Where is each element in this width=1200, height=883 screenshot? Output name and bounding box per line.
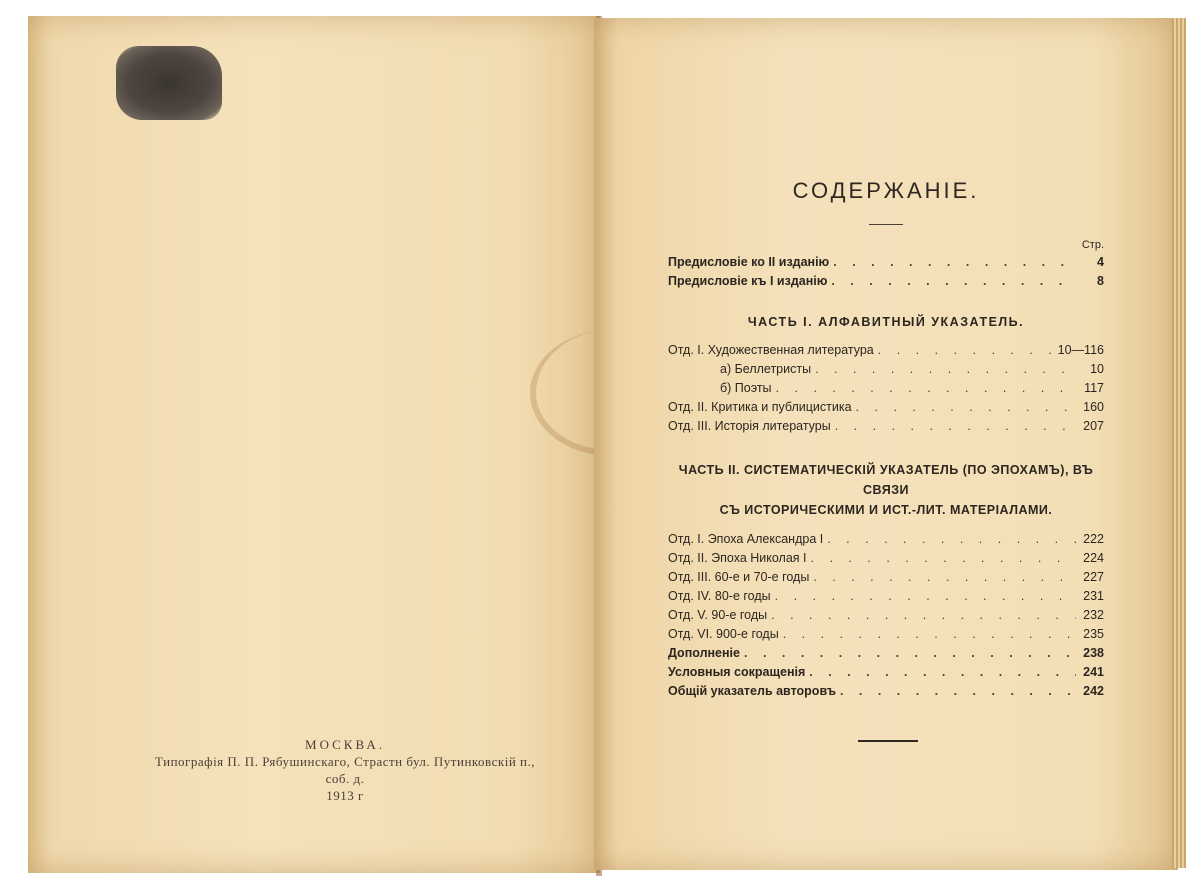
toc-entry — [668, 570, 1104, 589]
toc-entry-label: Условныя сокращенія — [668, 665, 806, 679]
toc-entry — [668, 532, 1104, 551]
toc-entry-page: 231 — [1083, 589, 1104, 603]
toc-entry-label: Дополненіе — [668, 646, 740, 660]
toc-entry-label: Отд. III. Исторія литературы — [668, 419, 831, 433]
toc-entry — [668, 274, 1104, 293]
title-rule — [869, 224, 903, 225]
toc-entry-page: 235 — [1083, 627, 1104, 641]
toc-entry — [668, 419, 1104, 438]
toc-entry — [668, 627, 1104, 646]
toc-entry-page: 160 — [1083, 400, 1104, 414]
toc-entry-page: 222 — [1083, 532, 1104, 546]
toc-entry-page: 227 — [1083, 570, 1104, 584]
ink-stamp-blot — [116, 46, 222, 120]
toc-entry — [668, 343, 1104, 362]
page-column-header: Стр. — [1081, 239, 1104, 251]
toc-entry — [668, 684, 1104, 703]
imprint-printer: Типографія П. П. Рябушинскаго, Страстн бул. Путинковскій п., соб. д. — [155, 754, 535, 786]
toc-entry-page: 207 — [1083, 419, 1104, 433]
toc-title: СОДЕРЖАНІЕ. — [792, 178, 980, 203]
toc-entry-page: 242 — [1083, 684, 1104, 698]
toc-entry-page: 224 — [1083, 551, 1104, 565]
toc-entry-page: 232 — [1083, 608, 1104, 622]
toc-entry — [668, 646, 1104, 665]
toc-entry-label: Отд. VI. 900-е годы — [668, 627, 779, 641]
part2-heading-line1: ЧАСТЬ II. СИСТЕМАТИЧЕСКІЙ УКАЗАТЕЛЬ (ПО ЭПОХАМЪ), ВЪ СВЯЗИ — [678, 463, 1094, 497]
toc-entry-label: б) Поэты — [720, 381, 772, 395]
toc-entry-page: 117 — [1084, 381, 1104, 395]
toc-entry-label: Отд. III. 60-е и 70-е годы — [668, 570, 810, 584]
toc-entry-label: Предисловіе ко II изданію — [668, 255, 830, 269]
toc-entry-label: Отд. I. Художественная литература — [668, 343, 874, 357]
toc-entry-page: 8 — [1097, 274, 1104, 288]
part1-heading: ЧАСТЬ I. АЛФАВИТНЫЙ УКАЗАТЕЛЬ. — [747, 315, 1025, 329]
part2-heading-line2: СЪ ИСТОРИЧЕСКИМИ И ИСТ.-ЛИТ. МАТЕРІАЛАМИ. — [719, 503, 1053, 517]
toc-entry-page: 10—116 — [1057, 343, 1104, 357]
toc-entry — [668, 255, 1104, 274]
toc-entry-page: 4 — [1097, 255, 1104, 269]
toc-entry-label: Предисловіе къ I изданію — [668, 274, 828, 288]
toc-entry-label: а) Беллетристы — [720, 362, 812, 376]
toc-entry-page: 241 — [1083, 665, 1104, 679]
toc-entry-label: Отд. I. Эпоха Александра I — [668, 532, 824, 546]
toc-entry-page: 238 — [1083, 646, 1104, 660]
toc-entry — [668, 589, 1104, 608]
toc-entry-label: Отд. II. Эпоха Николая I — [668, 551, 807, 565]
toc-entry — [668, 551, 1104, 570]
part2-heading — [668, 460, 1104, 520]
toc-entry-label: Отд. II. Критика и публицистика — [668, 400, 852, 414]
imprint-city: МОСКВА. — [305, 737, 385, 752]
imprint-year: 1913 г — [326, 788, 364, 803]
page-edges — [1172, 18, 1186, 868]
toc-entry — [668, 400, 1104, 419]
table-of-contents — [668, 178, 1104, 703]
toc-entry-label: Отд. IV. 80-е годы — [668, 589, 771, 603]
toc-entry-label: Общій указатель авторовъ — [668, 684, 836, 698]
publisher-imprint — [150, 736, 540, 804]
toc-entry — [668, 362, 1104, 381]
end-rule — [858, 740, 918, 742]
toc-entry — [668, 381, 1104, 400]
toc-entry-page: 10 — [1090, 362, 1104, 376]
toc-entry — [668, 608, 1104, 627]
toc-entry — [668, 665, 1104, 684]
toc-entry-label: Отд. V. 90-е годы — [668, 608, 768, 622]
